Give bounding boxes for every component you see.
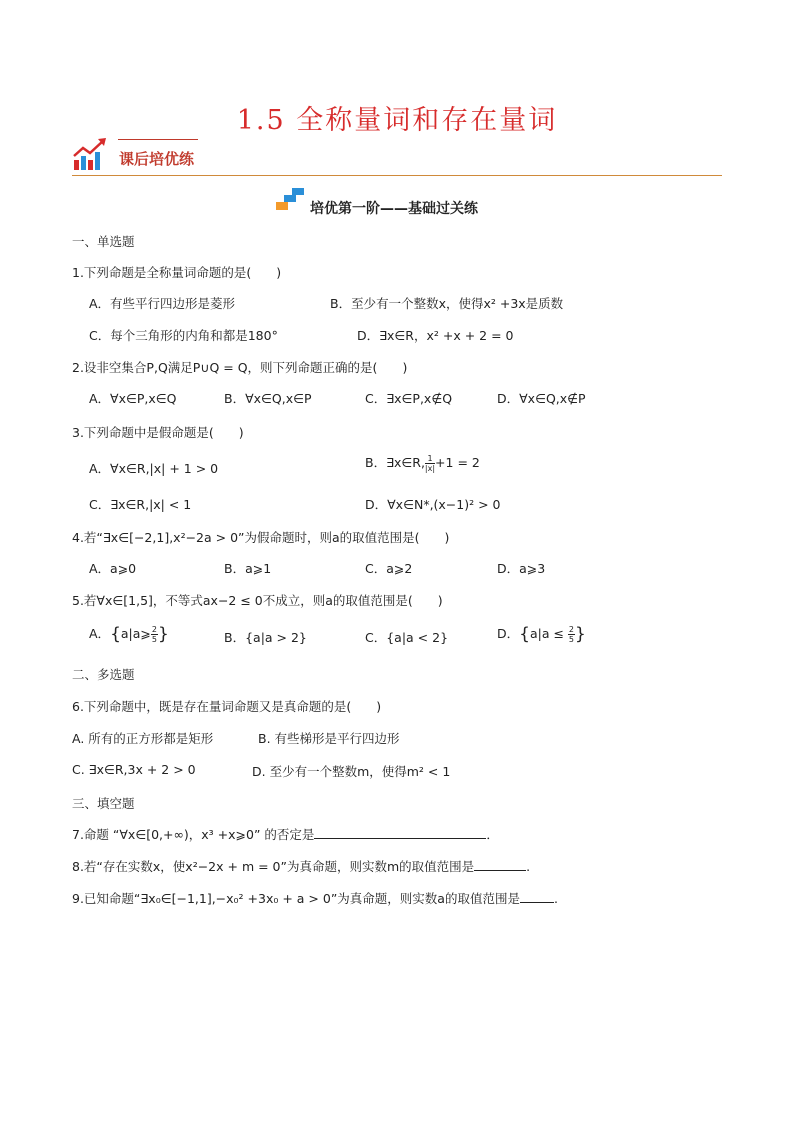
q4-option-b: B．a⩾1 <box>224 561 272 576</box>
stairs-icon <box>276 186 306 212</box>
q1-option-a: A．有些平行四边形是菱形 <box>89 296 236 311</box>
q1-option-c: C．每个三角形的内角和都是180° <box>89 328 278 343</box>
q8-end: . <box>526 859 531 874</box>
q3-option-a: A．∀x∈R,|x| + 1 > 0 <box>89 461 219 476</box>
q9-answer-blank[interactable] <box>520 890 554 903</box>
q5-option-c: C．{a|a < 2} <box>365 630 449 645</box>
q4-stem: 4.若“∃x∈[−2,1],x²−2a > 0”为假命题时，则a的取值范围是( ) <box>72 530 450 545</box>
q5-option-a-set: a|a⩾ <box>120 626 151 641</box>
q6-option-d: D. 至少有一个整数m，使得m² < 1 <box>252 764 451 779</box>
q2-option-b: B．∀x∈Q,x∈P <box>224 391 312 406</box>
left-brace: { <box>519 624 530 645</box>
page-title: 1.5 全称量词和存在量词 <box>236 105 558 136</box>
label-rule <box>118 139 198 140</box>
stage-title: 培优第一阶——基础过关练 <box>310 201 478 217</box>
q4-option-a: A．a⩾0 <box>89 561 137 576</box>
q8-answer-blank[interactable] <box>474 858 526 871</box>
section-label: 课后培优练 <box>119 150 195 168</box>
q3-option-d: D．∀x∈N*,(x−1)² > 0 <box>365 497 501 512</box>
q5-stem: 5.若∀x∈[1,5]，不等式ax−2 ≤ 0不成立，则a的取值范围是( ) <box>72 593 443 608</box>
q9-prompt: 9.已知命题“∃x₀∈[−1,1],−x₀² +3x₀ + a > 0”为真命题，则实数a的取值范围是 <box>72 891 520 906</box>
q6-stem: 6.下列命题中，既是存在量词命题又是真命题的是( ) <box>72 699 382 714</box>
fraction-denominator: |x| <box>424 464 436 473</box>
q1-option-b: B．至少有一个整数x，使得x² +3x是质数 <box>330 296 564 311</box>
left-brace: { <box>110 624 121 645</box>
q7-prompt: 7.命题 “∀x∈[0,+∞)，x³ +x⩾0” 的否定是 <box>72 827 315 842</box>
q5-option-b: B．{a|a > 2} <box>224 630 307 645</box>
q5-option-d-letter: D． <box>497 626 520 641</box>
q5-option-d <box>497 624 586 645</box>
q6-option-c: C. ∃x∈R,3x + 2 > 0 <box>72 762 196 777</box>
q3-option-b-prefix: B．∃x∈R, <box>365 455 425 470</box>
q3-stem: 3.下列命题中是假命题是( ) <box>72 425 244 440</box>
q7-answer-blank[interactable] <box>314 826 486 839</box>
fraction-denominator: 5 <box>568 635 575 644</box>
q5-option-a-letter: A． <box>89 626 111 641</box>
fraction-denominator: 5 <box>151 635 157 644</box>
q3-option-c: C．∃x∈R,|x| < 1 <box>89 497 192 512</box>
q3-option-b-suffix: +1 = 2 <box>435 455 480 470</box>
right-brace: } <box>575 624 586 645</box>
q7-end: ． <box>486 827 499 842</box>
q2-stem: 2.设非空集合P,Q满足P∪Q = Q，则下列命题正确的是( ) <box>72 360 408 375</box>
q2-option-c: C．∃x∈P,x∉Q <box>365 391 453 406</box>
q3-option-b <box>365 453 480 473</box>
section-heading-fill: 三、填空题 <box>72 796 135 811</box>
right-brace: } <box>158 624 169 645</box>
q5-option-a <box>89 624 169 645</box>
fraction-numerator: 2 <box>568 625 575 634</box>
q5-option-d-fraction <box>568 625 575 644</box>
q8-text <box>72 857 530 875</box>
q6-option-b: B. 有些梯形是平行四边形 <box>258 731 400 746</box>
q2-option-d: D．∀x∈Q,x∉P <box>497 391 586 406</box>
q5-option-a-fraction <box>151 625 158 644</box>
header-divider <box>72 175 722 176</box>
q9-text <box>72 889 558 907</box>
fraction-numerator: 1 <box>425 454 435 464</box>
q9-end: . <box>553 891 558 906</box>
q4-option-d: D．a⩾3 <box>497 561 546 576</box>
q1-stem: 1.下列命题是全称量词命题的是( ) <box>72 265 282 280</box>
chart-growth-icon <box>72 136 108 172</box>
section-heading-multi: 二、多选题 <box>72 667 135 682</box>
section-heading-single: 一、单选题 <box>72 234 135 249</box>
q8-prompt: 8.若“存在实数x，使x²−2x + m = 0”为真命题，则实数m的取值范围是 <box>72 859 475 874</box>
q2-option-a: A．∀x∈P,x∈Q <box>89 391 177 406</box>
q7-text <box>72 825 499 843</box>
q3-option-b-fraction <box>425 454 435 473</box>
q1-option-d: D．∃x∈R，x² +x + 2 = 0 <box>357 328 514 343</box>
q4-option-c: C．a⩾2 <box>365 561 413 576</box>
fraction-numerator: 2 <box>151 625 157 634</box>
q5-option-d-set: a|a ≤ <box>529 626 568 641</box>
q6-option-a: A. 所有的正方形都是矩形 <box>72 731 214 746</box>
